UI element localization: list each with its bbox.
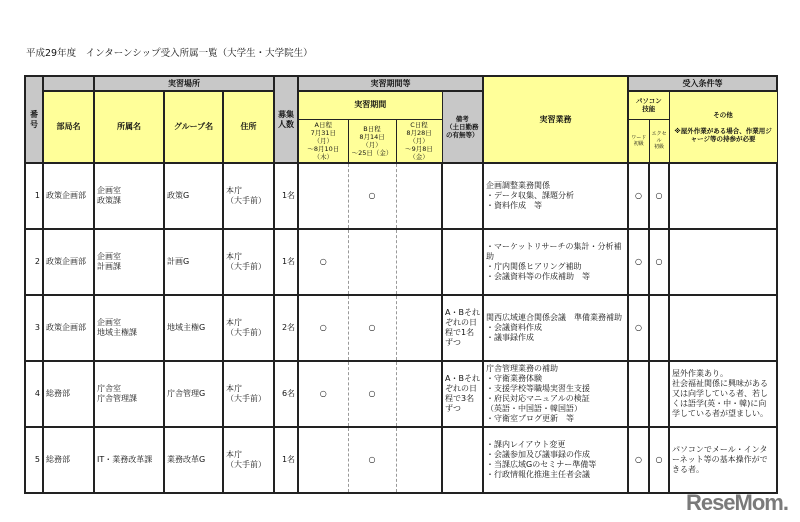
cell-section: IT・業務改革課 bbox=[94, 427, 164, 493]
header-schedule-a: A日程 7月31日（月） ～8月10日 （木） bbox=[298, 119, 348, 163]
cell-work: 関西広域連合関係会議 準備業務補助 ・会議資料作成 ・議事録作成 bbox=[483, 295, 628, 361]
cell-excel: ○ bbox=[649, 229, 669, 295]
header-period: 実習期間 bbox=[298, 91, 442, 119]
cell-other bbox=[669, 295, 777, 361]
cell-note bbox=[442, 163, 483, 229]
cell-excel bbox=[649, 361, 669, 427]
cell-b: ○ bbox=[348, 295, 396, 361]
cell-other: パソコンでメール・インターネット等の基本操作ができる者。 bbox=[669, 427, 777, 493]
cell-recruit: 1名 bbox=[274, 427, 298, 493]
cell-address: 本庁 （大手前） bbox=[223, 229, 274, 295]
cell-recruit: 1名 bbox=[274, 163, 298, 229]
cell-recruit: 1名 bbox=[274, 229, 298, 295]
cell-word: ○ bbox=[628, 427, 649, 493]
header-blank bbox=[43, 76, 94, 91]
cell-b: ○ bbox=[348, 361, 396, 427]
cell-excel: ○ bbox=[649, 163, 669, 229]
cell-group: 計画G bbox=[164, 229, 223, 295]
cell-recruit: 6名 bbox=[274, 361, 298, 427]
cell-b bbox=[348, 229, 396, 295]
table-row bbox=[25, 427, 777, 493]
header-bureau: 部局名 bbox=[43, 91, 94, 163]
cell-group: 政策G bbox=[164, 163, 223, 229]
cell-address: 本庁 （大手前） bbox=[223, 163, 274, 229]
document-title: 平成29年度 インターンシップ受入所属一覧（大学生・大学院生） bbox=[26, 48, 313, 59]
cell-bureau: 政策企画部 bbox=[43, 295, 94, 361]
cell-no: 3 bbox=[25, 295, 43, 361]
cell-other: 屋外作業あり。 社会福祉関係に興味がある又は向学している者、若しくは語学(英・中・韓)に向学している者が望ましい。 bbox=[669, 361, 777, 427]
cell-section: 企画室 計画課 bbox=[94, 229, 164, 295]
cell-work: ・課内レイアウト変更 ・会議参加及び議事録の作成 ・当課広域Gのセミナー準備等 ・行政情報化推進主任者会議 bbox=[483, 427, 628, 493]
cell-excel bbox=[649, 295, 669, 361]
cell-address: 本庁 （大手前） bbox=[223, 427, 274, 493]
cell-other bbox=[669, 229, 777, 295]
cell-a bbox=[298, 427, 348, 493]
cell-a bbox=[298, 163, 348, 229]
cell-group: 業務改革G bbox=[164, 427, 223, 493]
cell-note bbox=[442, 229, 483, 295]
cell-bureau: 総務部 bbox=[43, 427, 94, 493]
table-row bbox=[25, 295, 777, 361]
header-pc: パソコン 技能 bbox=[628, 91, 669, 119]
cell-section: 企画室 地域主権課 bbox=[94, 295, 164, 361]
header-work: 実習業務 bbox=[483, 76, 628, 163]
header-other: その他 ※屋外作業がある場合、作業用ジャージ等の持参が必要 bbox=[669, 91, 777, 163]
header-period-group: 実習期間等 bbox=[298, 76, 483, 91]
cell-word: ○ bbox=[628, 295, 649, 361]
header-excel: エクセル 初級 bbox=[649, 119, 669, 163]
cell-b: ○ bbox=[348, 163, 396, 229]
cell-no: 5 bbox=[25, 427, 43, 493]
cell-word: ○ bbox=[628, 229, 649, 295]
cell-bureau: 総務部 bbox=[43, 361, 94, 427]
cell-note: A・Bそれぞれの日程で3名ずつ bbox=[442, 361, 483, 427]
cell-address: 本庁 （大手前） bbox=[223, 361, 274, 427]
table-row bbox=[25, 163, 777, 229]
cell-work: 企画調整業務関係 ・データ収集、課題分析 ・資料作成 等 bbox=[483, 163, 628, 229]
cell-group: 庁舎管理G bbox=[164, 361, 223, 427]
cell-c bbox=[396, 229, 442, 295]
cell-a: ○ bbox=[298, 295, 348, 361]
header-schedule-c: C日程 8月28日（月） ～9月8日（金） bbox=[396, 119, 442, 163]
table-row bbox=[25, 361, 777, 427]
cell-other bbox=[669, 163, 777, 229]
header-note: 備考 （土日勤務の有無等） bbox=[442, 91, 483, 163]
cell-a: ○ bbox=[298, 361, 348, 427]
cell-bureau: 政策企画部 bbox=[43, 229, 94, 295]
cell-no: 2 bbox=[25, 229, 43, 295]
header-group: グループ名 bbox=[164, 91, 223, 163]
cell-c bbox=[396, 361, 442, 427]
cell-c bbox=[396, 427, 442, 493]
cell-note: A・Bそれぞれの日程で1名ずつ bbox=[442, 295, 483, 361]
cell-c bbox=[396, 295, 442, 361]
internship-table bbox=[24, 75, 778, 494]
header-schedule-b: B日程 8月14日（月） ～25日（金） bbox=[348, 119, 396, 163]
cell-work: ・マーケットリサーチの集計・分析補助 ・庁内関係ヒアリング補助 ・会議資料等の作成補助 等 bbox=[483, 229, 628, 295]
cell-group: 地域主権G bbox=[164, 295, 223, 361]
cell-excel: ○ bbox=[649, 427, 669, 493]
cell-b: ○ bbox=[348, 427, 396, 493]
cell-word bbox=[628, 361, 649, 427]
header-word: ワード 初級 bbox=[628, 119, 649, 163]
cell-note bbox=[442, 427, 483, 493]
table-row bbox=[25, 229, 777, 295]
header-cond-group: 受入条件等 bbox=[628, 76, 777, 91]
cell-section: 庁舎室 庁舎管理課 bbox=[94, 361, 164, 427]
header-recruit: 募集人数 bbox=[274, 76, 298, 163]
cell-no: 4 bbox=[25, 361, 43, 427]
cell-work: 庁舎管理業務の補助 ・守衛業務体験 ・支援学校等職場実習生支援 ・府民対応マニュアルの検証 （英語・中国語・韓国語） ・守衛室ブログ更新 等 bbox=[483, 361, 628, 427]
cell-address: 本庁 （大手前） bbox=[223, 295, 274, 361]
cell-section: 企画室 政策課 bbox=[94, 163, 164, 229]
header-number: 番号 bbox=[25, 76, 43, 163]
header-place-group: 実習場所 bbox=[94, 76, 274, 91]
resemom-logo: ReseMom. bbox=[685, 490, 788, 515]
cell-a: ○ bbox=[298, 229, 348, 295]
cell-recruit: 2名 bbox=[274, 295, 298, 361]
cell-c bbox=[396, 163, 442, 229]
cell-no: 1 bbox=[25, 163, 43, 229]
cell-word: ○ bbox=[628, 163, 649, 229]
cell-bureau: 政策企画部 bbox=[43, 163, 94, 229]
header-section: 所属名 bbox=[94, 91, 164, 163]
header-address: 住所 bbox=[223, 91, 274, 163]
